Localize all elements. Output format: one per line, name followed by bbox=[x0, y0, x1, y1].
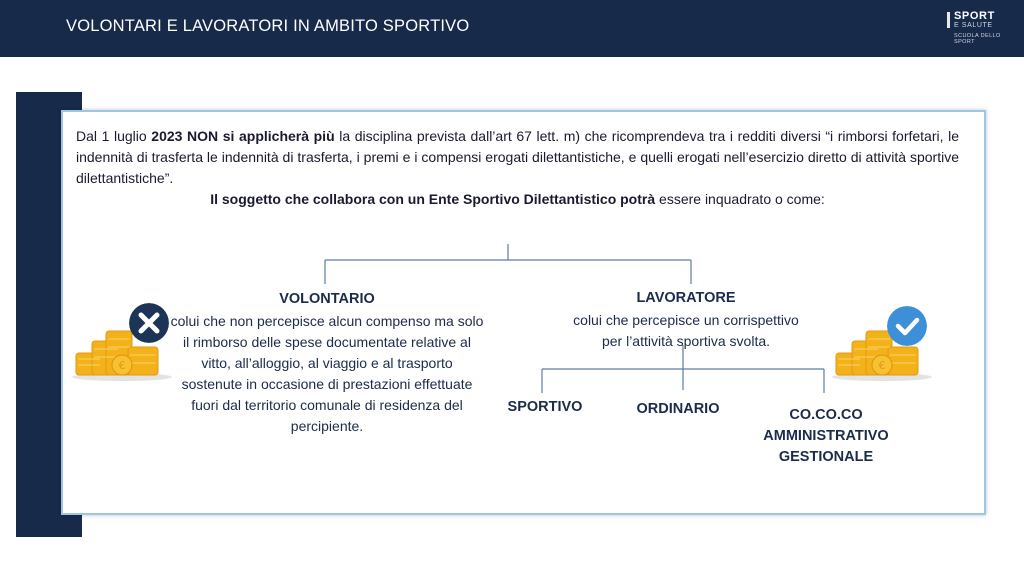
lavoratore-description-line-2: per l’attività sportiva svolta. bbox=[601, 333, 771, 349]
subtitle-bold: Il soggetto che collabora con un Ente Sportivo Dilettantistico potrà bbox=[210, 191, 656, 207]
cococo-line-1: CO.CO.CO bbox=[789, 407, 863, 423]
sport-e-salute-logo bbox=[947, 10, 1007, 50]
svg-text:€: € bbox=[118, 359, 126, 372]
subtitle-text: essere inquadrato o come: bbox=[655, 191, 825, 207]
svg-text:€: € bbox=[878, 359, 886, 372]
cococo-line-2: AMMINISTRATIVO bbox=[763, 428, 889, 444]
cococo-line-3: GESTIONALE bbox=[778, 449, 874, 465]
x-mark-icon bbox=[129, 303, 169, 343]
lavoratore-description-line-1: colui che percepisce un corrispettivo bbox=[573, 312, 799, 328]
logo-bar bbox=[947, 12, 950, 28]
intro-paragraph bbox=[76, 126, 959, 189]
logo-text-salute: E SALUTE bbox=[954, 22, 993, 29]
check-mark-icon bbox=[887, 306, 927, 346]
volontario-title: VOLONTARIO bbox=[279, 291, 375, 307]
subtype-sportivo: SPORTIVO bbox=[507, 399, 583, 415]
intro-text-bold: 2023 NON si applicherà più bbox=[151, 128, 335, 144]
subtype-cococo bbox=[750, 405, 902, 468]
subtype-ordinario: ORDINARIO bbox=[636, 401, 720, 417]
page-title: VOLONTARI E LAVORATORI IN AMBITO SPORTIVO bbox=[66, 17, 470, 35]
volontario-description: colui che non percepisce alcun compenso ma solo il rimborso delle spese documentate relative al vitto, all’alloggio, al viaggio e al trasporto sostenute in occasione di prestazioni effettuate fuori dal territorio comunale di residenza del percipiente. bbox=[170, 313, 484, 434]
lavoratore-title: LAVORATORE bbox=[636, 290, 736, 306]
logo-text-sport: SPORT bbox=[954, 10, 995, 22]
intro-text-2: la disciplina prevista dall’art 67 lett. m) che ricomprendeva tra i redditi diversi “i rimborsi forfetari, le indennità di trasferta le indennità di trasferta, i premi e i compensi erogati dilettantistiche, e quelli erogati nell’esercizio diretto di attività sportive dilettantistiche”. bbox=[76, 128, 959, 186]
coin-stack-4 bbox=[128, 347, 158, 375]
header-bar bbox=[0, 0, 1024, 57]
logo-text-scuola: SCUOLA DELLO SPORT bbox=[954, 33, 1001, 45]
classification-subtitle bbox=[76, 189, 959, 209]
intro-text-1: Dal 1 luglio bbox=[76, 128, 152, 144]
lavoratore-description bbox=[536, 310, 836, 352]
